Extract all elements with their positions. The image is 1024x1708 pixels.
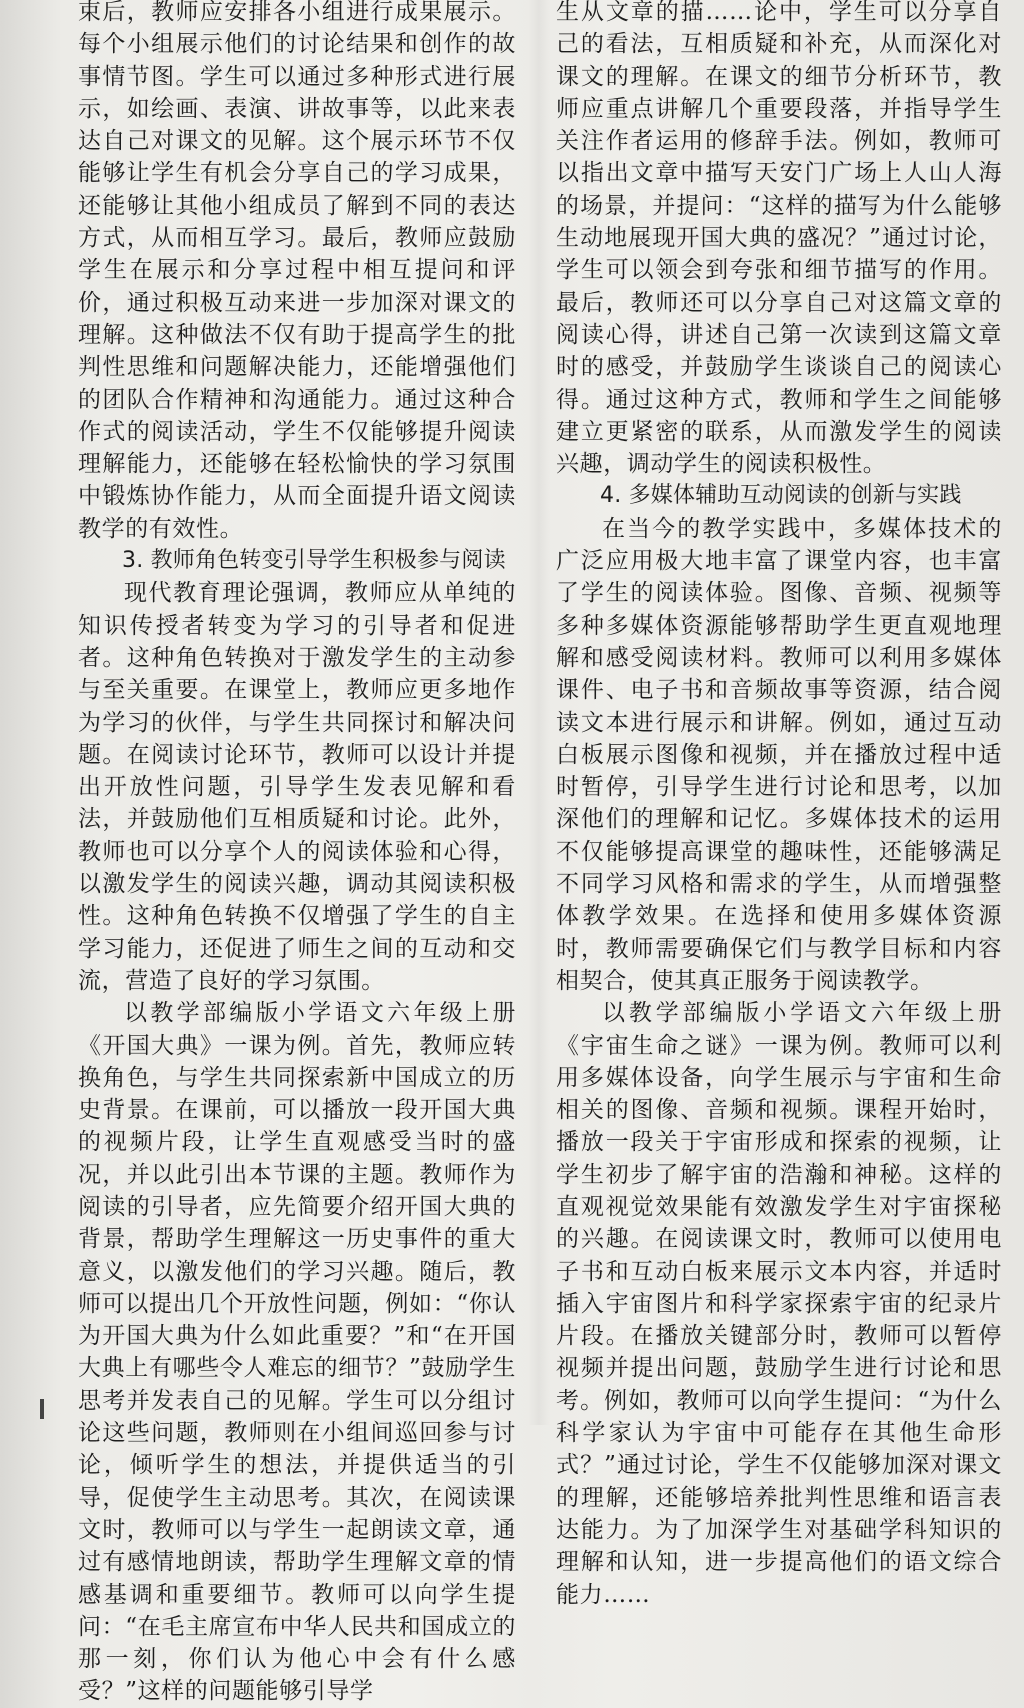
left-continued-paragraph: 束后，教师应安排各小组进行成果展示。每个小组展示他们的讨论结果和创作的故事情节图。学生可以通过多种形式进行展示，如绘画、表演、讲故事等，以此来表达自己对课文的见解。这个展示环节不仅能够让学生有机会分享自己的学习成果，还能够让其他小组成员了解到不同的表达方式，从而相互学习。最后，教师应鼓励学生在展示和分享过程中相互提问和评价，通过积极互动来进一步加深对课文的理解。这种做法不仅有助于提高学生的批判性思维和问题解决能力，还能增强他们的团队合作精神和沟通能力。通过这种合作式的阅读活动，学生不仅能够提升阅读理解能力，还能够在轻松愉快的学习氛围中锻炼协作能力，从而全面提升语文阅读教学的有效性。 xyxy=(78,0,516,542)
section-4-paragraph-1: 在当今的教学实践中，多媒体技术的广泛应用极大地丰富了课堂内容，也丰富了学生的阅读体验。图像、音频、视频等多种多媒体资源能够帮助学生更直观地理解和感受阅读材料。教师可以利用多媒体课件、电子书和音频故事等资源，结合阅读文本进行展示和讲解。例如，通过互动白板展示图像和视频，并在播放过程中适时暂停，引导学生进行讨论和思考，以加深他们的理解和记忆。多媒体技术的运用不仅能够提高课堂的趣味性，还能够满足不同学习风格和需求的学生，从而增强整体教学效果。在选择和使用多媒体资源时，教师需要确保它们与教学目标和内容相契合，使其真正服务于阅读教学。 xyxy=(556,515,1002,994)
page-edge-mark xyxy=(40,1399,44,1419)
left-column xyxy=(78,0,516,1708)
right-continued-paragraph: 生从文章的描……论中，学生可以分享自己的看法，互相质疑和补充，从而深化对课文的理解。在课文的细节分析环节，教师应重点讲解几个重要段落，并指导学生关注作者运用的修辞手法。例如，教师可以指出文章中描写天安门广场上人山人海的场景，并提问：“这样的描写为什么能够生动地展现开国大典的盛况？”通过讨论，学生可以领会到夸张和细节描写的作用。最后，教师还可以分享自己对这篇文章的阅读心得，讲述自己第一次读到这篇文章时的感受，并鼓励学生谈谈自己的阅读心得。通过这种方式，教师和学生之间能够建立更紧密的联系，从而激发学生的阅读兴趣，调动学生的阅读积极性。 xyxy=(556,0,1002,478)
section-4-paragraph-2: 以教学部编版小学语文六年级上册《宇宙生命之谜》一课为例。教师可以利用多媒体设备，向学生展示与宇宙和生命相关的图像、音频和视频。课程开始时，播放一段关于宇宙形成和探索的视频，让学生初步了解宇宙的浩瀚和神秘。这样的直观视觉效果能有效激发学生对宇宙探秘的兴趣。在阅读课文时，教师可以使用电子书和互动白板来展示文本内容，并适时插入宇宙图片和科学家探索宇宙的纪录片片段。在播放关键部分时，教师可以暂停视频并提出问题，鼓励学生进行讨论和思考。例如，教师可以向学生提问：“为什么科学家认为宇宙中可能存在其他生命形式？”通过讨论，学生不仅能够加深对课文的理解，还能够培养批判性思维和语言表达能力。为了加深学生对基础学科知识的理解和认知，进一步提高他们的语文综合能力…… xyxy=(556,1000,1002,1608)
section-3-paragraph-1: 现代教育理论强调，教师应从单纯的知识传授者转变为学习的引导者和促进者。这种角色转换对于激发学生的主动参与至关重要。在课堂上，教师应更多地作为学习的伙伴，与学生共同探讨和解决问题。在阅读讨论环节，教师可以设计并提出开放性问题，引导学生发表见解和看法，并鼓励他们互相质疑和讨论。此外，教师也可以分享个人的阅读体验和心得，以激发学生的阅读兴趣，调动其阅读积极性。这种角色转换不仅增强了学生的自主学习能力，还促进了师生之间的互动和交流，营造了良好的学习氛围。 xyxy=(78,580,516,994)
section-3-paragraph-2: 以教学部编版小学语文六年级上册《开国大典》一课为例。首先，教师应转换角色，与学生共同探索新中国成立的历史背景。在课前，可以播放一段开国大典的视频片段，让学生直观感受当时的盛况，并以此引出本节课的主题。教师作为阅读的引导者，应先简要介绍开国大典的背景，帮助学生理解这一历史事件的重大意义，以激发他们的学习兴趣。随后，教师可以提出几个开放性问题，例如：“你认为开国大典为什么如此重要？”和“在开国大典上有哪些令人难忘的细节？”鼓励学生思考并发表自己的见解。学生可以分组讨论这些问题，教师则在小组间巡回参与讨论，倾听学生的想法，并提供适当的引导，促使学生主动思考。其次，在阅读课文时，教师可以与学生一起朗读文章，通过有感情地朗读，帮助学生理解文章的情感基调和重要细节。教师可以向学生提问：“在毛主席宣布中华人民共和国成立的那一刻，你们认为他心中会有什么感受？”这样的问题能够引导学 xyxy=(78,1000,516,1705)
section-3-heading: 3. 教师角色转变引导学生积极参与阅读 xyxy=(122,548,506,574)
page-gutter-shadow xyxy=(528,0,550,1425)
right-column xyxy=(556,0,1002,1611)
section-4-heading: 4. 多媒体辅助互动阅读的创新与实践 xyxy=(600,483,962,509)
